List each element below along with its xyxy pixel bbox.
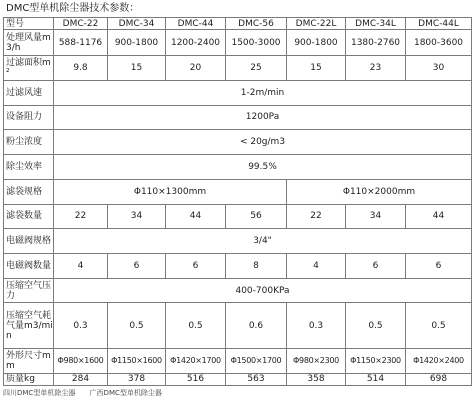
table-cell: < 20g/m3 (54, 130, 472, 155)
table-cell: 22 (54, 204, 108, 229)
table-cell: 698 (406, 373, 472, 385)
table-cell: Φ1150×2300 (346, 348, 406, 373)
model-header: DMC-22L (287, 18, 346, 30)
table-row (4, 56, 472, 81)
table-cell: 6 (406, 254, 472, 279)
table-cell: 0.3 (54, 303, 108, 348)
table-cell: 0.5 (406, 303, 472, 348)
row-label-efficiency: 除尘效率 (4, 155, 54, 180)
table-cell: Φ110×1300mm (54, 179, 287, 204)
table-cell: 400-700KPa (54, 278, 472, 303)
row-label-bag-spec: 滤袋规格 (4, 179, 54, 204)
table-cell: 900-1800 (108, 30, 166, 56)
table-cell: 4 (54, 254, 108, 279)
table-row (4, 204, 472, 229)
table-row (4, 373, 472, 385)
table-cell: 514 (346, 373, 406, 385)
row-label-valve-count: 电磁阀数量 (4, 254, 54, 279)
table-cell: 99.5% (54, 155, 472, 180)
table-cell: 0.5 (108, 303, 166, 348)
table-row (4, 155, 472, 180)
table-cell: Φ980×2300 (287, 348, 346, 373)
table-cell: 1200-2400 (166, 30, 226, 56)
table-cell: 0.6 (226, 303, 287, 348)
table-cell: 3/4" (54, 229, 472, 254)
table-cell: Φ1150×1600 (108, 348, 166, 373)
table-cell: 6 (108, 254, 166, 279)
model-header: DMC-22 (54, 18, 108, 30)
table-cell: 20 (166, 56, 226, 81)
table-cell: Φ1420×2400 (406, 348, 472, 373)
table-cell: 0.5 (346, 303, 406, 348)
table-cell: 588-1176 (54, 30, 108, 56)
table-cell: 25 (226, 56, 287, 81)
row-label-filter-speed: 过滤风速 (4, 80, 54, 105)
table-cell: 6 (346, 254, 406, 279)
row-label-valve-spec: 电磁阀规格 (4, 229, 54, 254)
table-cell: 8 (226, 254, 287, 279)
table-row (4, 303, 472, 348)
row-label-weight: 质量kg (4, 373, 54, 385)
model-header: DMC-34L (346, 18, 406, 30)
table-cell: 44 (166, 204, 226, 229)
model-header: DMC-56 (226, 18, 287, 30)
page-title: DMC型单机除尘器技术参数： (6, 3, 140, 14)
table-row (4, 254, 472, 279)
table-cell: 22 (287, 204, 346, 229)
row-label-air-consumption: 压缩空气耗气量m3/min (4, 303, 54, 348)
row-label-air-pressure: 压缩空气压力 (4, 278, 54, 303)
table-cell: 15 (287, 56, 346, 81)
table-cell: 30 (406, 56, 472, 81)
table-cell: 9.8 (54, 56, 108, 81)
table-row (4, 179, 472, 204)
model-header: DMC-44 (166, 18, 226, 30)
footer-tag-link[interactable]: 四川DMC型单机除尘器 (3, 389, 76, 397)
table-cell: 0.5 (166, 303, 226, 348)
table-cell: Φ110×2000mm (287, 179, 472, 204)
row-label-model: 型号 (4, 18, 54, 30)
table-cell: 284 (54, 373, 108, 385)
table-cell: 516 (166, 373, 226, 385)
row-label-resistance: 设备阻力 (4, 105, 54, 130)
table-cell: 34 (346, 204, 406, 229)
table-row (4, 105, 472, 130)
table-cell: 4 (287, 254, 346, 279)
row-label-dust-concentration: 粉尘浓度 (4, 130, 54, 155)
table-cell: 44 (406, 204, 472, 229)
table-row (4, 30, 472, 56)
footer-tags (3, 387, 471, 400)
table-cell: Φ1420×1700 (166, 348, 226, 373)
table-cell: 1500-3000 (226, 30, 287, 56)
model-header: DMC-34 (108, 18, 166, 30)
table-cell: Φ980×1600 (54, 348, 108, 373)
table-row (4, 130, 472, 155)
table-cell: 15 (108, 56, 166, 81)
table-cell: 0.3 (287, 303, 346, 348)
table-cell: 56 (226, 204, 287, 229)
model-header: DMC-44L (406, 18, 472, 30)
table-row (4, 348, 472, 373)
table-cell: 6 (166, 254, 226, 279)
table-cell: 23 (346, 56, 406, 81)
table-cell: 1800-3600 (406, 30, 472, 56)
table-row (4, 278, 472, 303)
row-label-dimensions: 外形尺寸mm (4, 348, 54, 373)
table-cell: 378 (108, 373, 166, 385)
table-cell: 563 (226, 373, 287, 385)
table-cell: 34 (108, 204, 166, 229)
table-cell: 1-2m/min (54, 80, 472, 105)
row-label-airflow: 处理风量m3/h (4, 30, 54, 56)
table-cell: 1380-2760 (346, 30, 406, 56)
table-row (4, 80, 472, 105)
row-label-bag-count: 滤袋数量 (4, 204, 54, 229)
row-label-filter-area: 过滤面积m² (4, 56, 54, 81)
table-cell: Φ1500×1700 (226, 348, 287, 373)
table-cell: 900-1800 (287, 30, 346, 56)
table-row (4, 18, 472, 30)
footer-tag-link[interactable]: 广西DMC型单机除尘器 (89, 389, 162, 397)
table-cell: 358 (287, 373, 346, 385)
table-row (4, 229, 472, 254)
spec-table (3, 17, 472, 386)
table-cell: 1200Pa (54, 105, 472, 130)
